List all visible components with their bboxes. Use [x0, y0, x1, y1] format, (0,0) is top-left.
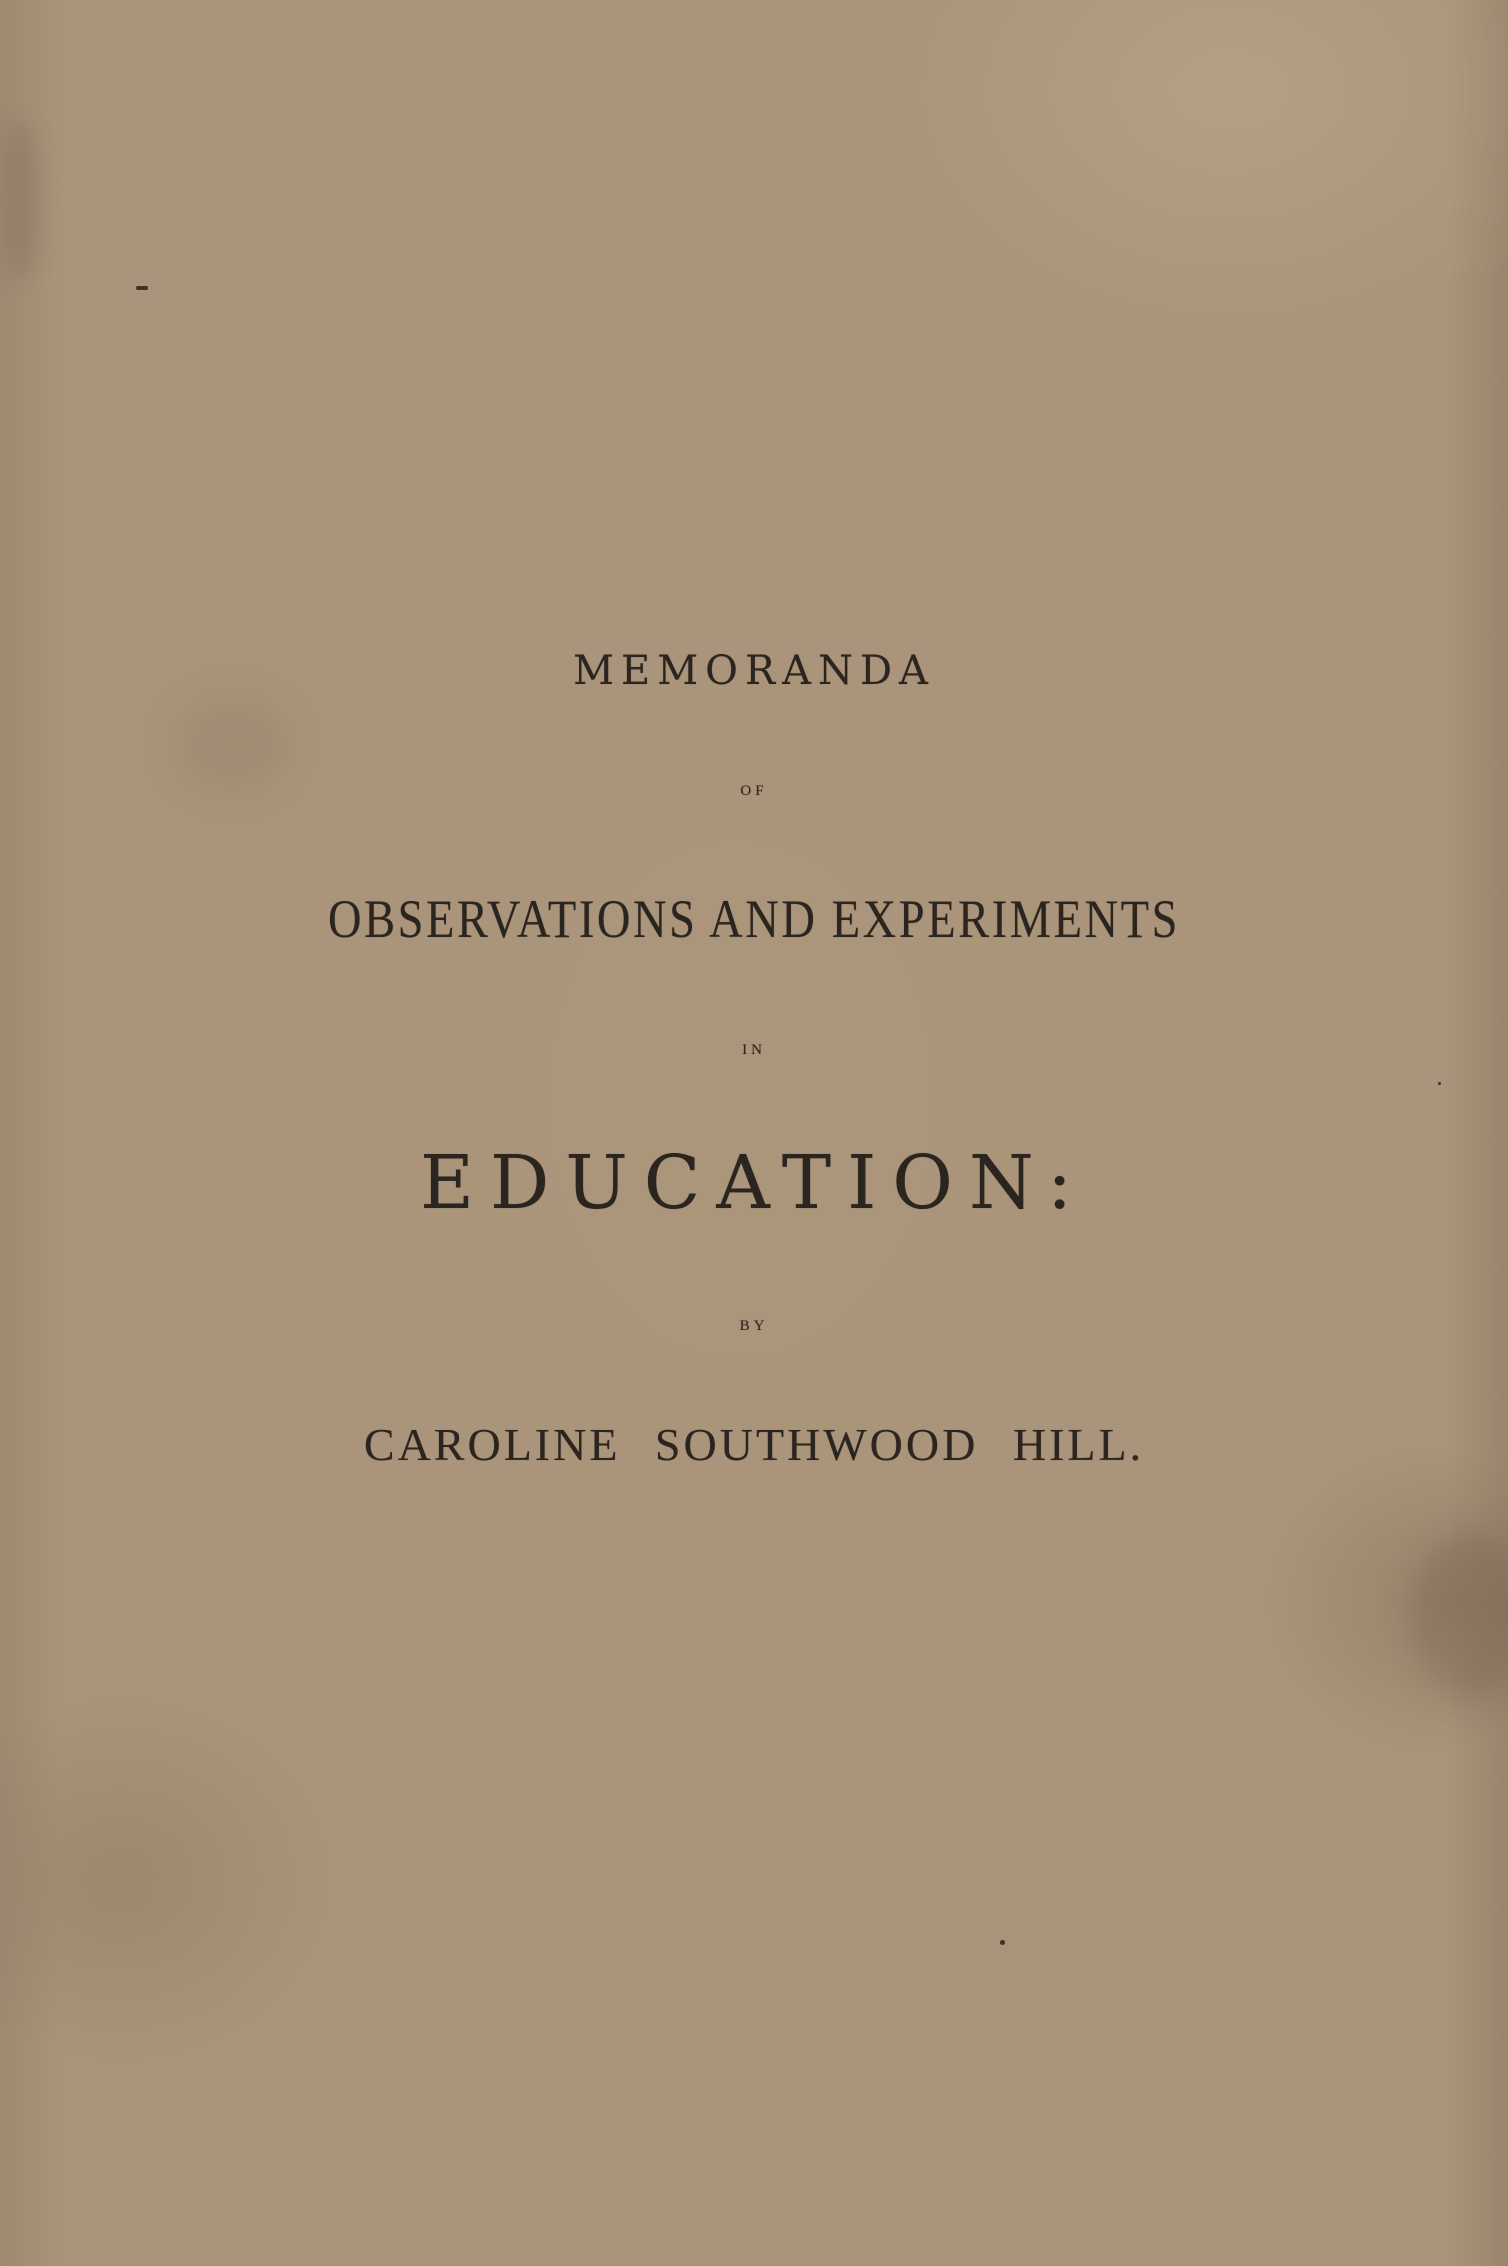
ink-speck [136, 286, 148, 290]
edge-stain [0, 120, 40, 280]
ink-speck [1000, 1940, 1005, 1945]
paper-discoloration [180, 700, 290, 790]
title-education: EDUCATION: [419, 1140, 1089, 1226]
connector-of: OF [740, 783, 768, 799]
title-observations: OBSERVATIONS AND EXPERIMENTS [327, 889, 1181, 949]
title-memoranda: MEMORANDA [573, 648, 935, 694]
author-name: CAROLINE SOUTHWOOD HILL. [363, 1419, 1145, 1470]
foxing-stain [1410, 1530, 1508, 1700]
connector-by: BY [739, 1318, 769, 1334]
ink-speck [1438, 1082, 1441, 1085]
connector-in: IN [742, 1042, 766, 1058]
